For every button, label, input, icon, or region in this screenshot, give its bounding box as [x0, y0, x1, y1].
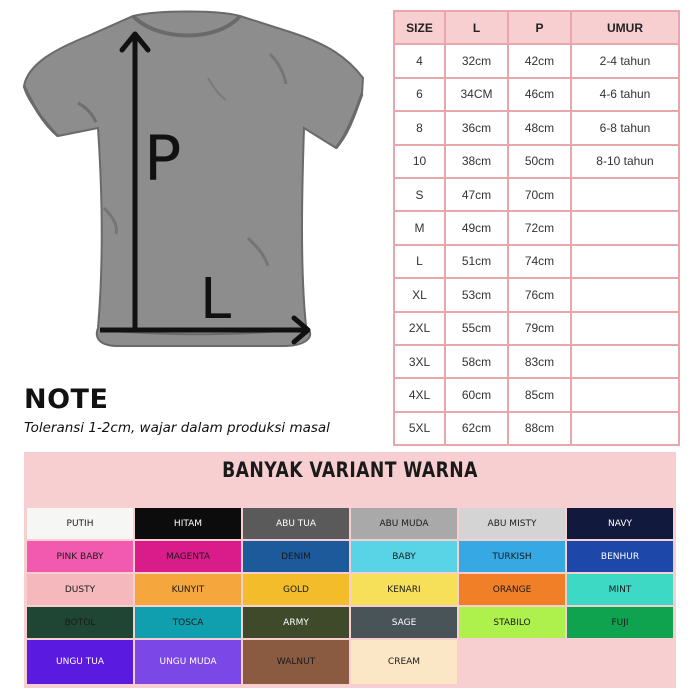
table-header-row	[395, 12, 678, 43]
length-cell: 48cm	[509, 112, 570, 143]
color-swatch-abu-misty: ABU MISTY	[459, 508, 565, 539]
color-swatch-denim: DENIM	[243, 541, 349, 572]
table-row	[395, 279, 678, 310]
age-cell: 6-8 tahun	[572, 112, 678, 143]
table-row	[395, 313, 678, 344]
width-cell: 36cm	[446, 112, 507, 143]
age-cell: 2-4 tahun	[572, 45, 678, 76]
table-row	[395, 413, 678, 444]
size-cell: XL	[395, 279, 444, 310]
note-text: Toleransi 1-2cm, wajar dalam produksi masal	[24, 420, 330, 436]
color-swatch-baby: BABY	[351, 541, 457, 572]
length-cell: 72cm	[509, 212, 570, 243]
length-cell: 46cm	[509, 79, 570, 110]
size-cell: 2XL	[395, 313, 444, 344]
size-cell: 4	[395, 45, 444, 76]
length-cell: 88cm	[509, 413, 570, 444]
size-cell: 10	[395, 146, 444, 177]
width-cell: 62cm	[446, 413, 507, 444]
age-cell: 8-10 tahun	[572, 146, 678, 177]
color-swatch-stabilo: STABILO	[459, 607, 565, 638]
width-cell: 34CM	[446, 79, 507, 110]
width-label: L	[200, 267, 232, 332]
color-swatch-army: ARMY	[243, 607, 349, 638]
color-swatch-kunyit: KUNYIT	[135, 574, 241, 605]
header-size: SIZE	[395, 12, 444, 43]
age-cell	[572, 413, 678, 444]
color-swatch-turkish: TURKISH	[459, 541, 565, 572]
width-cell: 55cm	[446, 313, 507, 344]
length-cell: 74cm	[509, 246, 570, 277]
height-label: P	[144, 122, 182, 195]
size-cell: L	[395, 246, 444, 277]
color-swatch-gold: GOLD	[243, 574, 349, 605]
width-cell: 32cm	[446, 45, 507, 76]
age-cell	[572, 246, 678, 277]
length-cell: 70cm	[509, 179, 570, 210]
length-cell: 76cm	[509, 279, 570, 310]
color-swatch-pink-baby: PINK BABY	[27, 541, 133, 572]
color-swatch-walnut: WALNUT	[243, 640, 349, 684]
color-swatch-cream: CREAM	[351, 640, 457, 684]
color-variant-panel	[24, 452, 676, 688]
table-row	[395, 79, 678, 110]
color-swatch-kenari: KENARI	[351, 574, 457, 605]
length-cell: 83cm	[509, 346, 570, 377]
table-row	[395, 246, 678, 277]
note-title: NOTE	[24, 384, 109, 415]
color-swatch-fuji: FUJI	[567, 607, 673, 638]
table-row	[395, 45, 678, 76]
color-swatch-mint: MINT	[567, 574, 673, 605]
size-cell: 4XL	[395, 379, 444, 410]
color-swatch-navy: NAVY	[567, 508, 673, 539]
color-swatch-botol: BOTOL	[27, 607, 133, 638]
header-length: P	[509, 12, 570, 43]
color-swatch-magenta: MAGENTA	[135, 541, 241, 572]
color-swatch-ungu-muda: UNGU MUDA	[135, 640, 241, 684]
tshirt-measurement-diagram	[18, 8, 378, 360]
age-cell	[572, 212, 678, 243]
table-row	[395, 379, 678, 410]
table-row	[395, 179, 678, 210]
width-cell: 47cm	[446, 179, 507, 210]
size-chart-table	[393, 10, 680, 446]
size-cell: 3XL	[395, 346, 444, 377]
color-swatch-ungu-tua: UNGU TUA	[27, 640, 133, 684]
size-cell: 5XL	[395, 413, 444, 444]
tshirt-shape	[24, 12, 363, 347]
age-cell	[572, 379, 678, 410]
length-cell: 79cm	[509, 313, 570, 344]
size-cell: S	[395, 179, 444, 210]
length-cell: 85cm	[509, 379, 570, 410]
color-swatch-benhur: BENHUR	[567, 541, 673, 572]
length-cell: 42cm	[509, 45, 570, 76]
age-cell	[572, 279, 678, 310]
width-cell: 38cm	[446, 146, 507, 177]
width-cell: 58cm	[446, 346, 507, 377]
color-swatch-grid	[27, 508, 673, 684]
variant-title: BANYAK VARIANT WARNA	[222, 458, 478, 482]
width-cell: 53cm	[446, 279, 507, 310]
size-table-body	[395, 45, 678, 444]
length-cell: 50cm	[509, 146, 570, 177]
header-width: L	[446, 12, 507, 43]
table-row	[395, 112, 678, 143]
table-row	[395, 346, 678, 377]
color-swatch-tosca: TOSCA	[135, 607, 241, 638]
color-swatch-abu-tua: ABU TUA	[243, 508, 349, 539]
size-cell: 8	[395, 112, 444, 143]
width-cell: 60cm	[446, 379, 507, 410]
empty-swatch-area	[459, 640, 673, 684]
age-cell: 4-6 tahun	[572, 79, 678, 110]
width-cell: 51cm	[446, 246, 507, 277]
table-row	[395, 212, 678, 243]
table-row	[395, 146, 678, 177]
color-swatch-dusty: DUSTY	[27, 574, 133, 605]
width-cell: 49cm	[446, 212, 507, 243]
color-swatch-hitam: HITAM	[135, 508, 241, 539]
size-cell: M	[395, 212, 444, 243]
age-cell	[572, 179, 678, 210]
color-swatch-putih: PUTIH	[27, 508, 133, 539]
header-age: UMUR	[572, 12, 678, 43]
color-swatch-sage: SAGE	[351, 607, 457, 638]
color-swatch-abu-muda: ABU MUDA	[351, 508, 457, 539]
age-cell	[572, 346, 678, 377]
age-cell	[572, 313, 678, 344]
size-cell: 6	[395, 79, 444, 110]
color-swatch-orange: ORANGE	[459, 574, 565, 605]
